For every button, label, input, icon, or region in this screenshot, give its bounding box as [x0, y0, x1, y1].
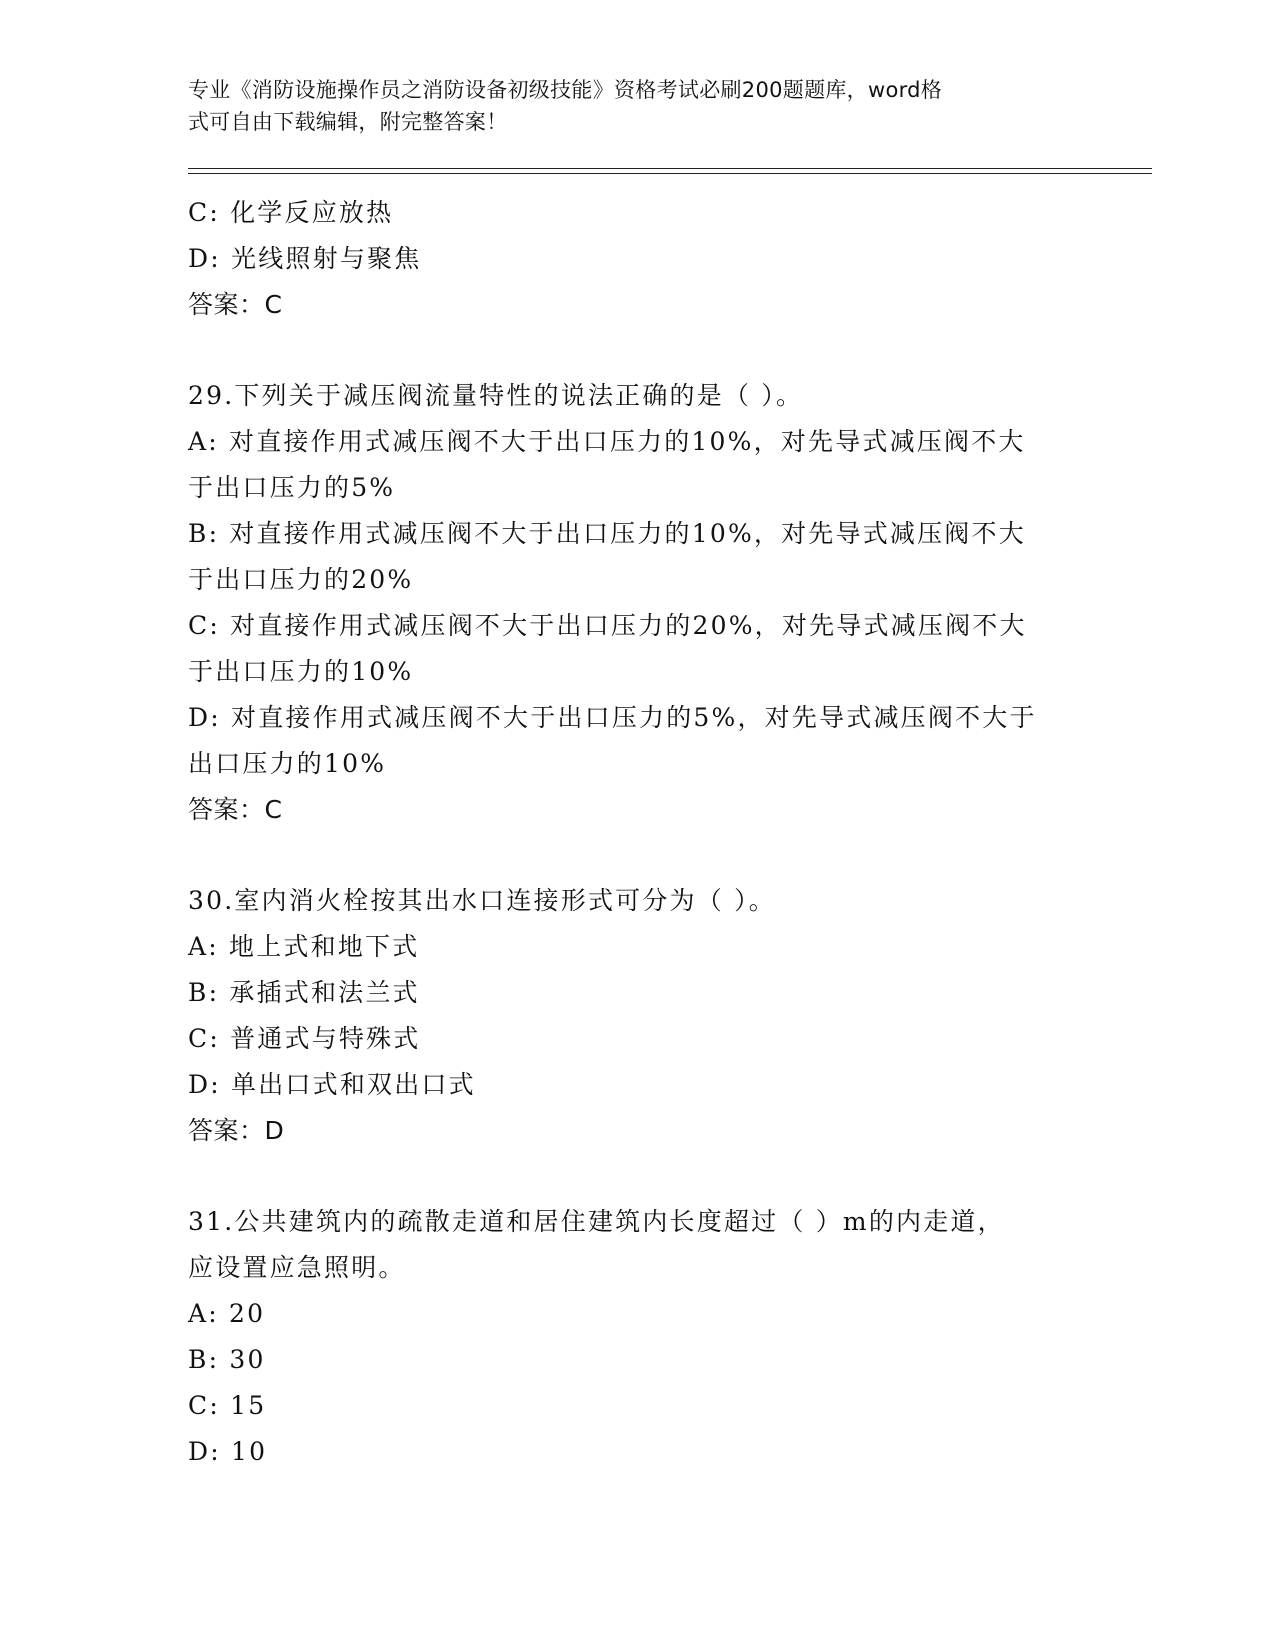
- option-b: B: 对直接作用式减压阀不大于出口压力的10%，对先导式减压阀不大: [188, 519, 1026, 548]
- answer-line: 答案：C: [188, 795, 283, 824]
- document-header: [188, 74, 1068, 138]
- option-a: A: 对直接作用式减压阀不大于出口压力的10%，对先导式减压阀不大: [188, 427, 1026, 456]
- header-line-2: 式可自由下载编辑，附完整答案！: [188, 110, 508, 134]
- option-c-cont: 于出口压力的10%: [188, 657, 414, 686]
- question-block-31: [188, 1199, 1088, 1475]
- option-d: D: 10: [188, 1437, 268, 1466]
- option-b: B: 承插式和法兰式: [188, 978, 420, 1007]
- option-a-cont: 于出口压力的5%: [188, 473, 396, 502]
- answer-line: 答案：C: [188, 290, 283, 319]
- option-d: D: 光线照射与聚焦: [188, 244, 422, 273]
- question-block-29: [188, 373, 1088, 833]
- option-b-cont: 于出口压力的20%: [188, 565, 414, 594]
- option-c: C: 对直接作用式减压阀不大于出口压力的20%，对先导式减压阀不大: [188, 611, 1027, 640]
- answer-line: 答案：D: [188, 1116, 285, 1145]
- option-a: A: 20: [188, 1299, 266, 1328]
- question-stem: 29.下列关于减压阀流量特性的说法正确的是（ ）。: [188, 381, 804, 410]
- header-divider-top: [188, 168, 1152, 169]
- question-stem: 30.室内消火栓按其出水口连接形式可分为（ ）。: [188, 886, 777, 915]
- option-a: A: 地上式和地下式: [188, 932, 420, 961]
- question-stem: 31.公共建筑内的疏散走道和居住建筑内长度超过（ ）m的内走道，: [188, 1207, 1005, 1236]
- question-stem-cont: 应设置应急照明。: [188, 1253, 406, 1282]
- prev-question-block: [188, 190, 1088, 328]
- option-d-cont: 出口压力的10%: [188, 749, 387, 778]
- question-content: [188, 190, 1088, 1475]
- header-divider-bottom: [188, 173, 1152, 174]
- option-c: C: 普通式与特殊式: [188, 1024, 421, 1053]
- option-d: D: 对直接作用式减压阀不大于出口压力的5%，对先导式减压阀不大于: [188, 703, 1037, 732]
- option-c: C: 化学反应放热: [188, 198, 394, 227]
- option-d: D: 单出口式和双出口式: [188, 1070, 476, 1099]
- question-block-30: [188, 878, 1088, 1154]
- header-line-1: 专业《消防设施操作员之消防设备初级技能》资格考试必刷200题题库，word格: [188, 78, 943, 102]
- option-b: B: 30: [188, 1345, 266, 1374]
- option-c: C: 15: [188, 1391, 267, 1420]
